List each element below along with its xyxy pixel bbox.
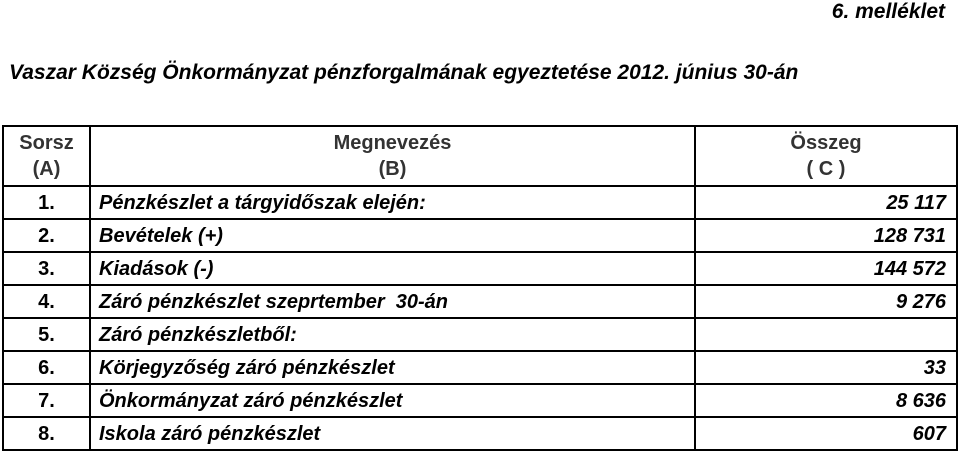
row-number: 6. <box>3 351 90 384</box>
header-sorsz-line1: Sorsz <box>19 132 74 154</box>
table-row <box>3 186 957 219</box>
row-amount: 33 <box>695 351 957 384</box>
row-amount: 9 276 <box>695 285 957 318</box>
row-name: Pénzkészlet a tárgyidőszak elején: <box>90 186 695 219</box>
table-row <box>3 219 957 252</box>
row-number: 3. <box>3 252 90 285</box>
table-row <box>3 384 957 417</box>
header-sorsz <box>3 126 90 186</box>
row-number: 8. <box>3 417 90 450</box>
row-amount <box>695 318 957 351</box>
header-osszeg-line2: ( C ) <box>806 158 846 180</box>
row-name: Kiadások (-) <box>90 252 695 285</box>
reconciliation-table <box>2 125 958 451</box>
row-number: 5. <box>3 318 90 351</box>
row-number: 2. <box>3 219 90 252</box>
header-megnevezes <box>90 126 695 186</box>
row-name: Körjegyzőség záró pénzkészlet <box>90 351 695 384</box>
header-megnevezes-line1: Megnevezés <box>333 132 452 154</box>
row-name: Záró pénzkészletből: <box>90 318 695 351</box>
row-amount: 8 636 <box>695 384 957 417</box>
row-number: 7. <box>3 384 90 417</box>
table-row <box>3 285 957 318</box>
row-name: Önkormányzat záró pénzkészlet <box>90 384 695 417</box>
row-number: 4. <box>3 285 90 318</box>
header-megnevezes-line2: (B) <box>378 158 407 180</box>
annex-label: 6. melléklet <box>831 0 945 23</box>
table-row <box>3 417 957 450</box>
table-row <box>3 318 957 351</box>
document-title: Vaszar Község Önkormányzat pénzforgalmának egyeztetése 2012. június 30-án <box>9 61 799 84</box>
header-osszeg-line1: Összeg <box>790 132 862 154</box>
row-name: Iskola záró pénzkészlet <box>90 417 695 450</box>
header-sorsz-line2: (A) <box>32 158 61 180</box>
row-amount: 607 <box>695 417 957 450</box>
header-osszeg <box>695 126 957 186</box>
row-name: Bevételek (+) <box>90 219 695 252</box>
table-row <box>3 252 957 285</box>
row-number: 1. <box>3 186 90 219</box>
row-amount: 128 731 <box>695 219 957 252</box>
table-row <box>3 351 957 384</box>
row-amount: 144 572 <box>695 252 957 285</box>
row-name: Záró pénzkészlet szeprtember 30-án <box>90 285 695 318</box>
row-amount: 25 117 <box>695 186 957 219</box>
table-header-row <box>3 126 957 186</box>
